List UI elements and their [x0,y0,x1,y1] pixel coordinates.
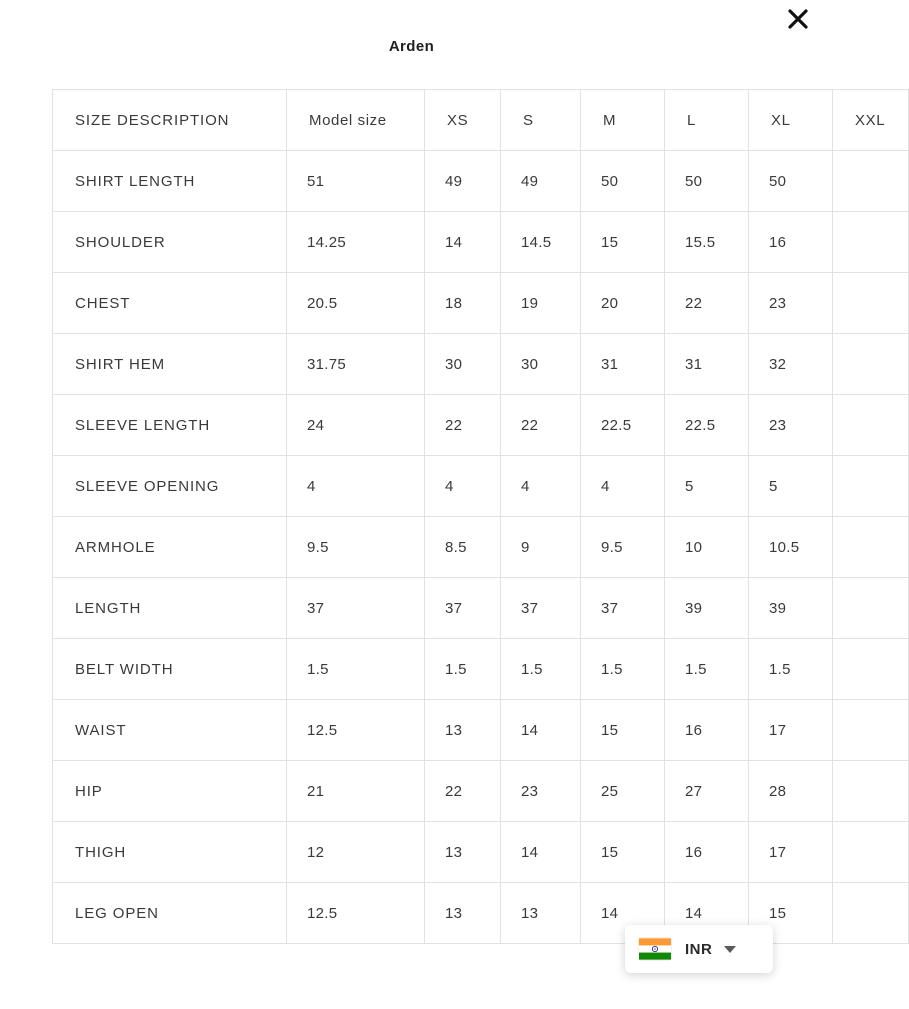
cell-value: 10 [665,517,749,578]
currency-code-label: INR [685,940,713,958]
cell-value: 22 [501,395,581,456]
cell-value: 24 [287,395,425,456]
table-row [53,151,909,212]
cell-value [833,700,909,761]
cell-value: 37 [425,578,501,639]
table-row [53,883,909,944]
cell-value: 5 [749,456,833,517]
cell-value: 1.5 [749,639,833,700]
cell-value: 20 [581,273,665,334]
cell-value: 37 [501,578,581,639]
cell-value: 49 [425,151,501,212]
cell-value: 16 [749,212,833,273]
cell-value: 22.5 [665,395,749,456]
table-row [53,761,909,822]
currency-selector[interactable] [625,925,773,973]
cell-value: 1.5 [501,639,581,700]
cell-value [833,151,909,212]
cell-value: 28 [749,761,833,822]
column-header: S [501,90,581,151]
cell-value: 15 [581,212,665,273]
table-row [53,334,909,395]
size-chart-container [52,89,886,944]
cell-value: 19 [501,273,581,334]
cell-value: 14 [581,883,665,944]
cell-value: 18 [425,273,501,334]
cell-value: 4 [581,456,665,517]
column-header: SIZE DESCRIPTION [53,90,287,151]
india-flag-icon [639,938,671,960]
table-header-row [53,90,909,151]
row-label: THIGH [53,822,287,883]
cell-value: 4 [501,456,581,517]
cell-value: 22 [425,761,501,822]
cell-value: 4 [287,456,425,517]
table-row [53,212,909,273]
cell-value: 13 [425,883,501,944]
cell-value: 12 [287,822,425,883]
row-label: LENGTH [53,578,287,639]
cell-value: 14 [501,822,581,883]
chevron-down-icon[interactable] [724,946,736,953]
cell-value: 10.5 [749,517,833,578]
column-header: XXL [833,90,909,151]
row-label: CHEST [53,273,287,334]
column-header: M [581,90,665,151]
column-header: Model size [287,90,425,151]
cell-value [833,212,909,273]
cell-value [833,883,909,944]
cell-value: 13 [501,883,581,944]
cell-value: 32 [749,334,833,395]
close-button[interactable] [783,4,813,34]
cell-value: 9.5 [581,517,665,578]
cell-value: 23 [749,395,833,456]
cell-value: 1.5 [287,639,425,700]
cell-value: 23 [501,761,581,822]
page-title: Arden [388,38,435,55]
cell-value: 17 [749,700,833,761]
cell-value: 31 [665,334,749,395]
cell-value: 1.5 [581,639,665,700]
cell-value [833,639,909,700]
cell-value: 16 [665,700,749,761]
cell-value: 39 [749,578,833,639]
cell-value: 14 [501,700,581,761]
cell-value: 25 [581,761,665,822]
column-header: XS [425,90,501,151]
cell-value [833,456,909,517]
cell-value: 9.5 [287,517,425,578]
cell-value [833,334,909,395]
table-row [53,700,909,761]
table-row [53,822,909,883]
cell-value: 22 [665,273,749,334]
table-row [53,578,909,639]
cell-value [833,273,909,334]
cell-value: 16 [665,822,749,883]
cell-value: 49 [501,151,581,212]
cell-value: 12.5 [287,883,425,944]
cell-value: 5 [665,456,749,517]
close-icon [787,8,809,30]
cell-value [833,517,909,578]
cell-value: 14 [425,212,501,273]
cell-value: 30 [501,334,581,395]
cell-value [833,822,909,883]
row-label: ARMHOLE [53,517,287,578]
cell-value: 15 [581,700,665,761]
cell-value: 17 [749,822,833,883]
row-label: SHIRT HEM [53,334,287,395]
cell-value [833,761,909,822]
cell-value: 31 [581,334,665,395]
cell-value: 37 [287,578,425,639]
table-row [53,273,909,334]
cell-value: 9 [501,517,581,578]
row-label: SLEEVE OPENING [53,456,287,517]
cell-value: 8.5 [425,517,501,578]
cell-value: 39 [665,578,749,639]
cell-value: 50 [749,151,833,212]
table-row [53,395,909,456]
cell-value: 27 [665,761,749,822]
cell-value: 22 [425,395,501,456]
cell-value: 4 [425,456,501,517]
cell-value [833,395,909,456]
row-label: SHOULDER [53,212,287,273]
cell-value: 22.5 [581,395,665,456]
table-row [53,456,909,517]
cell-value: 50 [581,151,665,212]
cell-value: 51 [287,151,425,212]
row-label: SHIRT LENGTH [53,151,287,212]
cell-value: 13 [425,822,501,883]
cell-value: 15.5 [665,212,749,273]
cell-value: 14.25 [287,212,425,273]
cell-value: 1.5 [665,639,749,700]
size-chart-table [52,89,909,944]
cell-value: 14 [665,883,749,944]
cell-value: 13 [425,700,501,761]
row-label: HIP [53,761,287,822]
cell-value: 21 [287,761,425,822]
column-header: XL [749,90,833,151]
cell-value: 15 [749,883,833,944]
cell-value: 12.5 [287,700,425,761]
cell-value: 50 [665,151,749,212]
cell-value: 30 [425,334,501,395]
cell-value [833,578,909,639]
cell-value: 31.75 [287,334,425,395]
cell-value: 15 [581,822,665,883]
cell-value: 14.5 [501,212,581,273]
row-label: BELT WIDTH [53,639,287,700]
column-header: L [665,90,749,151]
cell-value: 23 [749,273,833,334]
table-row [53,517,909,578]
row-label: LEG OPEN [53,883,287,944]
table-row [53,639,909,700]
row-label: SLEEVE LENGTH [53,395,287,456]
cell-value: 1.5 [425,639,501,700]
cell-value: 20.5 [287,273,425,334]
row-label: WAIST [53,700,287,761]
cell-value: 37 [581,578,665,639]
